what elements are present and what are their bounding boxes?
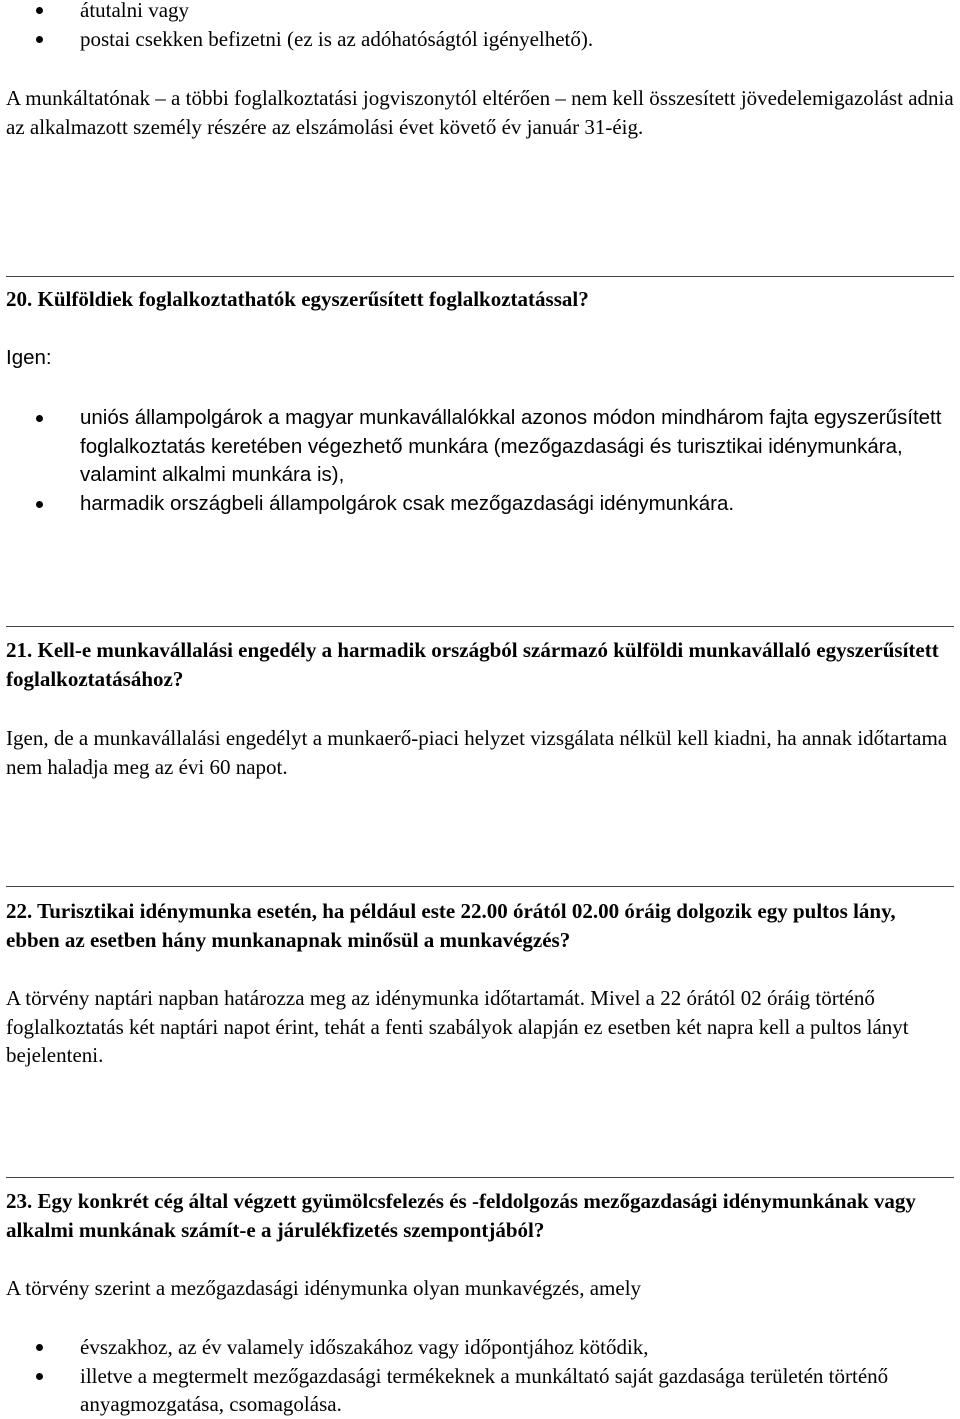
question-21-heading: 21. Kell-e munkavállalási engedély a harmadik országból származó külföldi munkavállaló egyszerűsített foglalkoztatásához? [6,638,939,691]
list-item: illetve a megtermelt mezőgazdasági termékeknek a munkáltató saját gazdasága területén történő anyagmozgatása, csomagolása. [6,1362,954,1419]
question-22-heading: 22. Turisztikai idénymunka esetén, ha például este 22.00 órától 02.00 óráig dolgozik egy pultos lány, ebben az esetben hány munkanapnak minősül a munkavégzés? [6,899,896,952]
question-23-heading: 23. Egy konkrét cég által végzett gyümölcsfelezés és -feldolgozás mezőgazdasági idénymunkának vagy alkalmi munkának számít-e a járulékfizetés szempontjából? [6,1189,916,1242]
section-divider [6,886,954,887]
list-item: uniós állampolgárok a magyar munkavállalókkal azonos módon mindhárom fajta egyszerűsített foglalkoztatás keretében végezhető munkára (mezőgazdasági és turisztikai idénymunkára, valamint alkalmi munkára is), [6,404,954,490]
section-divider [6,626,954,627]
list-item: átutalni vagy [6,0,954,25]
top-bullet-list [6,0,954,53]
question-22-answer: A törvény naptári napban határozza meg az idénymunka időtartamát. Mivel a 22 órától 02 óráig történő foglalkoztatás két naptári napot érint, tehát a fenti szabályok alapján ez esetben két napra kell a pultos lányt bejelenteni. [6,986,909,1067]
list-item: harmadik országbeli állampolgárok csak mezőgazdasági idénymunkára. [6,490,954,519]
question-23-intro: A törvény szerint a mezőgazdasági idénymunka olyan munkavégzés, amely [6,1276,642,1300]
list-item: postai csekken befizetni (ez is az adóhatóságtól igényelhető). [6,25,954,54]
question-20-heading: 20. Külföldiek foglalkoztathatók egyszerűsített foglalkoztatással? [6,287,589,311]
section-divider [6,1177,954,1178]
employer-paragraph: A munkáltatónak – a többi foglalkoztatási jogviszonytól eltérően – nem kell összesített jövedelemigazolást adnia az alkalmazott személy részére az elszámolási évet követő év január 31-éig. [6,86,954,139]
question-20-bullet-list [6,404,954,518]
list-item: évszakhoz, az év valamely időszakához vagy időpontjához kötődik, [6,1333,954,1362]
top-section [6,0,954,53]
question-21-answer: Igen, de a munkavállalási engedélyt a munkaerő-piaci helyzet vizsgálata nélkül kell kiadni, ha annak időtartama nem haladja meg az évi 60 napot. [6,726,948,779]
section-divider [6,276,954,277]
question-23-bullet-list [6,1333,954,1419]
question-20-intro: Igen: [6,346,52,369]
